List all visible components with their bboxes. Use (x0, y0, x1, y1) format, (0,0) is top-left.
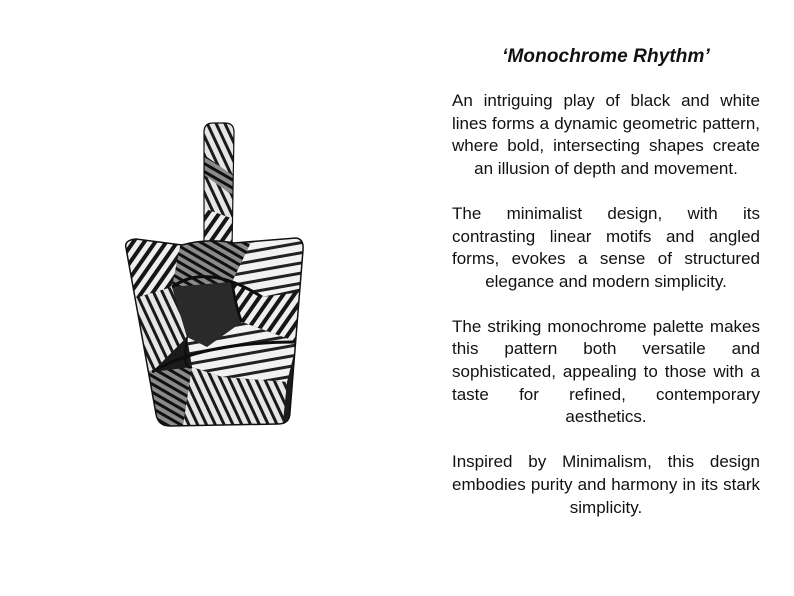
description-paragraph-3: The striking monochrome palette makes this pattern both versatile and sophisticated, appealing to those with a taste for refined, contemporary aesthetics. (452, 316, 760, 427)
description-paragraph-2: The minimalist design, with its contrasting linear motifs and angled forms, evokes a sense of structured elegance and modern simplicity. (452, 203, 760, 291)
description-paragraph-1: An intriguing play of black and white lines forms a dynamic geometric pattern, where bold, intersecting shapes create an illusion of depth and movement. (452, 91, 760, 179)
product-description (452, 44, 760, 541)
bucket-bag-illustration (112, 112, 312, 442)
description-paragraph-4: Inspired by Minimalism, this design embodies purity and harmony in its stark simplicity. (452, 452, 760, 517)
design-title: ‘Monochrome Rhythm’ (502, 46, 710, 67)
product-image (112, 112, 312, 442)
